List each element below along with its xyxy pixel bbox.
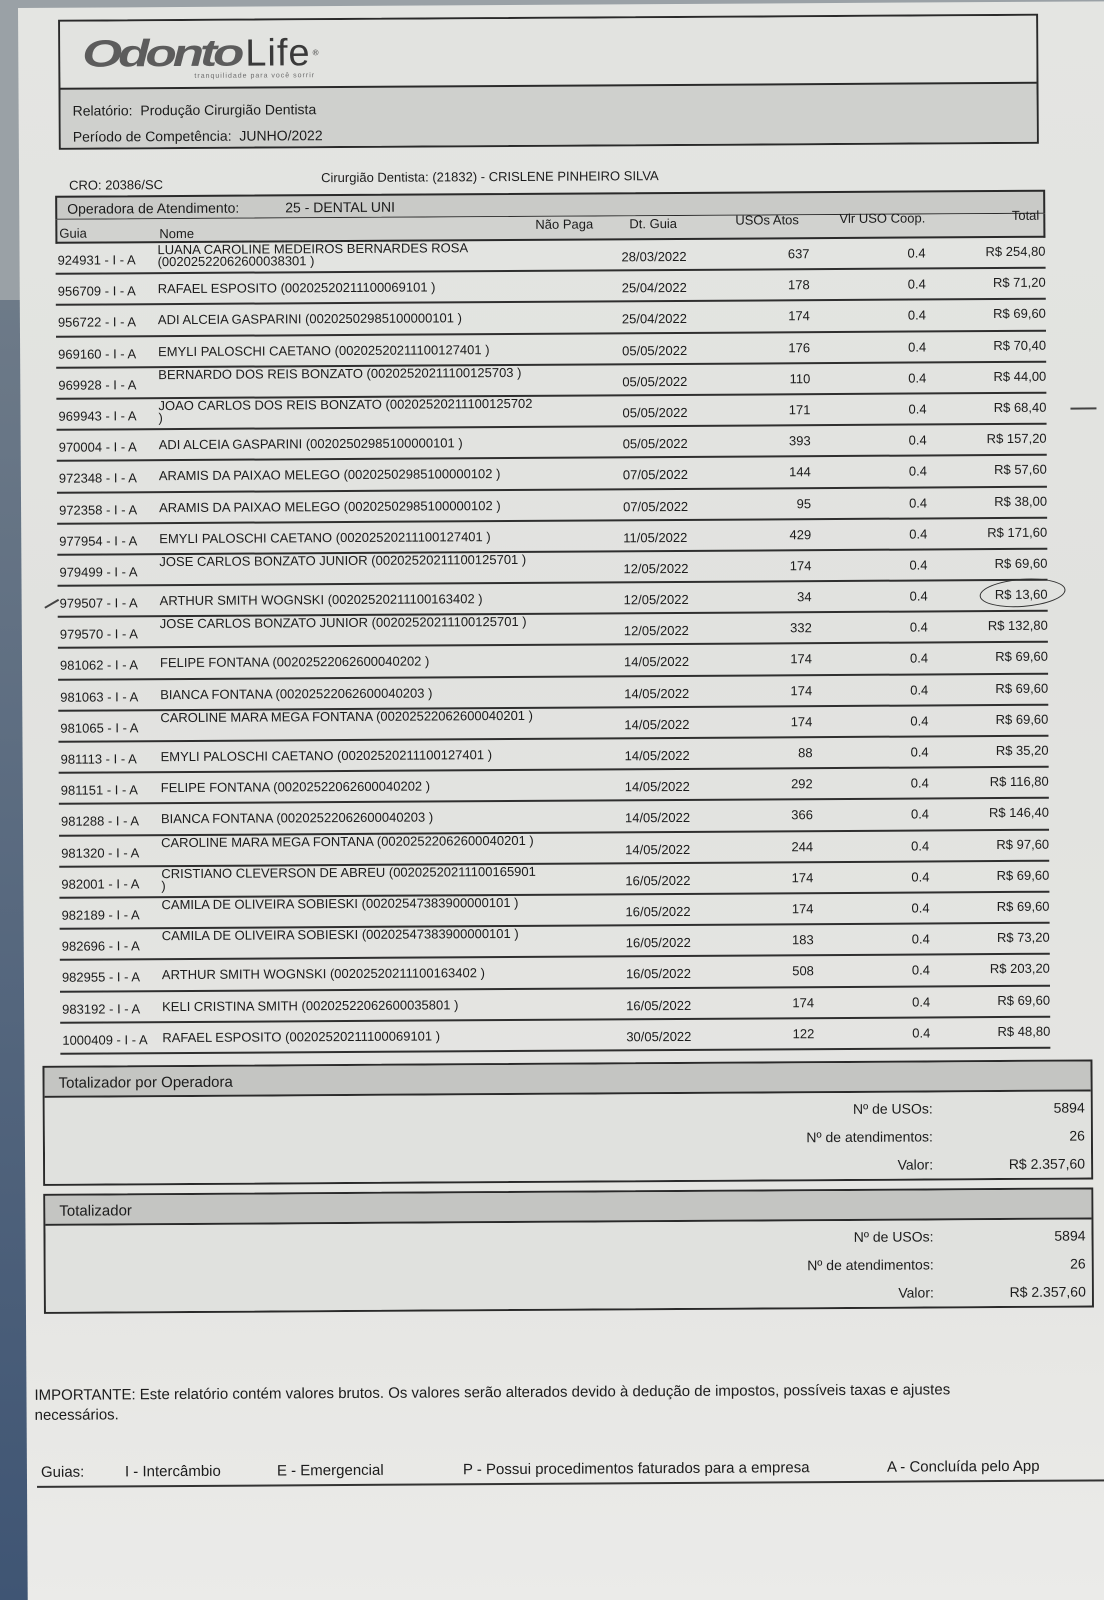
totalizer-overall-body	[45, 1219, 1092, 1311]
vlr-uso-coop-cell: 0.4	[910, 806, 930, 822]
nome-cell: BIANCA FONTANA (00202522062600040203 )	[160, 809, 434, 827]
nome-cell: LUANA CAROLINE MEDEIROS BERNARDES ROSA (00202522062600038301 )	[157, 240, 468, 270]
vlr-uso-coop-cell: 0.4	[908, 463, 927, 479]
legend-label: Guias:	[40, 1463, 85, 1481]
nome-cell: FELIPE FONTANA (00202522062600040202 )	[160, 778, 431, 796]
totalizer-overall-title: Totalizador	[45, 1189, 1091, 1225]
usos-atos-cell: 393	[788, 433, 811, 449]
dentist-name: Cirurgião Dentista: (21832) - CRISLENE PINHEIRO SILVA	[320, 168, 659, 186]
guia-cell: 969160 - I - A	[58, 345, 137, 362]
usos-atos-cell: 110	[789, 370, 811, 387]
usos-atos-cell: 366	[791, 807, 813, 823]
total-cell: R$ 13,60	[994, 586, 1048, 603]
column-header-dt-guia: Dt. Guia	[629, 215, 678, 232]
usos-atos-cell: 34	[797, 589, 812, 605]
total-cell: R$ 44,00	[993, 368, 1047, 384]
dt-guia-cell: 16/05/2022	[625, 903, 691, 920]
total-cell: R$ 69,60	[996, 867, 1050, 883]
dt-guia-cell: 30/05/2022	[626, 1028, 692, 1044]
column-header-usos-atos: USOs Atos	[735, 212, 799, 228]
nome-cell: BERNARDO DOS REIS BONZATO (00202520211100125703 )	[158, 364, 522, 382]
usos-atos-cell: 174	[790, 651, 813, 667]
dt-guia-cell: 14/05/2022	[624, 747, 690, 764]
report-value: Produção Cirurgião Dentista	[140, 101, 317, 119]
guia-cell: 981065 - I - A	[60, 720, 139, 736]
total-atendimentos-value: 26	[1069, 1127, 1085, 1144]
dt-guia-cell: 12/05/2022	[623, 591, 689, 608]
totalizer-overall	[43, 1187, 1094, 1313]
usos-atos-cell: 95	[796, 495, 812, 511]
handwritten-dash-mark	[1070, 407, 1096, 409]
vlr-uso-coop-cell: 0.4	[907, 245, 926, 261]
nome-cell: BIANCA FONTANA (00202522062600040203 )	[160, 685, 433, 702]
vlr-uso-coop-cell: 0.4	[912, 1025, 931, 1041]
column-header-guia: Guia	[59, 225, 87, 241]
guia-cell: 969943 - I - A	[58, 408, 137, 424]
total-cell: R$ 203,20	[989, 961, 1050, 977]
usos-atos-cell: 174	[790, 713, 813, 730]
guia-cell: 1000409 - I - A	[62, 1031, 148, 1048]
total-atendimentos-line	[691, 1127, 1091, 1149]
total-cell: R$ 69,60	[995, 680, 1049, 696]
dt-guia-cell: 16/05/2022	[625, 935, 691, 951]
total-cell: R$ 70,40	[993, 337, 1047, 353]
report-page	[18, 1, 1104, 1600]
dt-guia-cell: 16/05/2022	[625, 872, 691, 889]
guia-cell: 956709 - I - A	[57, 283, 136, 299]
dt-guia-cell: 14/05/2022	[625, 841, 691, 857]
odontolife-logo	[82, 32, 320, 80]
nome-cell: EMYLI PALOSCHI CAETANO (00202520211100127401 )	[158, 341, 490, 359]
dt-guia-cell: 28/03/2022	[621, 248, 687, 265]
important-notice: IMPORTANTE: Este relatório contém valores brutos. Os valores serão alterados devido à dedução de impostos, possíveis taxas e ajustes necessários.	[34, 1381, 951, 1424]
guia-cell: 969928 - I - A	[58, 377, 137, 393]
total-cell: R$ 69,60	[996, 898, 1050, 914]
total-cell: R$ 48,80	[997, 1023, 1051, 1039]
grand-valor-label: Valor:	[898, 1284, 934, 1301]
handwritten-tick-mark	[44, 599, 59, 608]
grand-atendimentos-line	[692, 1255, 1092, 1277]
operator-label: Operadora de Atendimento:	[67, 199, 240, 217]
report-info	[61, 84, 1037, 148]
guia-cell: 981063 - I - A	[60, 688, 139, 705]
dt-guia-cell: 14/05/2022	[624, 716, 690, 733]
total-usos-value: 5894	[1053, 1099, 1085, 1116]
vlr-uso-coop-cell: 0.4	[908, 494, 928, 511]
nome-cell: ARAMIS DA PAIXAO MELEGO (00202502985100000102 )	[158, 466, 501, 484]
total-cell: R$ 57,60	[994, 462, 1047, 478]
grand-usos-value: 5894	[1054, 1227, 1086, 1244]
nome-cell: CAROLINE MARA MEGA FONTANA (00202522062600040201 )	[160, 707, 534, 725]
report-label: Relatório:	[72, 102, 133, 119]
nome-cell: CAMILA DE OLIVEIRA SOBIESKI (00202547383900000101 )	[161, 926, 519, 944]
vlr-uso-coop-cell: 0.4	[911, 838, 930, 854]
column-header-total: Total	[1011, 207, 1040, 223]
vlr-uso-coop-cell: 0.4	[910, 682, 929, 698]
period-value: JUNHO/2022	[239, 127, 323, 144]
vlr-uso-coop-cell: 0.4	[909, 588, 928, 604]
grand-atendimentos-label: Nº de atendimentos:	[807, 1256, 934, 1274]
nome-cell: ARAMIS DA PAIXAO MELEGO (00202502985100000102 )	[159, 497, 501, 515]
total-cell: R$ 38,00	[994, 493, 1048, 509]
total-usos-label: Nº de USOs:	[852, 1100, 933, 1117]
period-label: Período de Competência:	[72, 127, 232, 145]
nome-cell: RAFAEL ESPOSITO (00202520211100069101 )	[157, 279, 436, 297]
nome-cell: JOSE CARLOS BONZATO JUNIOR (00202520211100125701 )	[159, 614, 527, 632]
column-header-nao-paga: Não Paga	[535, 216, 594, 232]
nome-cell: RAFAEL ESPOSITO (00202520211100069101 )	[162, 1028, 441, 1045]
total-cell: R$ 69,60	[994, 555, 1048, 571]
dt-guia-cell: 07/05/2022	[622, 467, 688, 483]
guia-cell: 956722 - I - A	[57, 314, 137, 331]
nome-cell: JOAO CARLOS DOS REIS BONZATO (00202520211100125702 )	[158, 395, 533, 426]
guia-cell: 982001 - I - A	[61, 876, 140, 892]
logo-main-text: Odonto	[82, 32, 241, 76]
totalizer-by-operator-title: Totalizador por Operadora	[44, 1061, 1090, 1097]
dt-guia-cell: 14/05/2022	[624, 685, 690, 701]
total-cell: R$ 73,20	[996, 929, 1050, 946]
guia-cell: 982955 - I - A	[61, 969, 141, 986]
nome-cell: CRISTIANO CLEVERSON DE ABREU (00202520211100165901 )	[161, 863, 536, 893]
nome-cell: EMYLI PALOSCHI CAETANO (00202520211100127401 )	[159, 528, 491, 546]
total-valor-label: Valor:	[897, 1156, 934, 1173]
report-header	[58, 14, 1039, 150]
totalizer-by-operator	[42, 1059, 1093, 1185]
usos-atos-cell: 508	[792, 963, 814, 979]
nome-cell: ARTHUR SMITH WOGNSKI (00202520211100163402 )	[161, 965, 485, 983]
guia-cell: 924931 - I - A	[57, 252, 136, 268]
usos-atos-cell: 429	[789, 526, 812, 542]
total-cell: R$ 146,40	[988, 805, 1049, 821]
logo-area	[60, 16, 1036, 90]
dentist-info	[69, 168, 1029, 193]
usos-atos-cell: 174	[788, 308, 810, 324]
total-valor-line	[691, 1155, 1091, 1177]
grand-usos-line	[691, 1227, 1091, 1249]
dt-guia-cell: 05/05/2022	[622, 436, 688, 452]
guia-cell: 979507 - I - A	[59, 595, 138, 611]
usos-atos-cell: 332	[790, 620, 812, 636]
dt-guia-cell: 05/05/2022	[622, 373, 688, 390]
dt-guia-cell: 16/05/2022	[625, 966, 692, 982]
vlr-uso-coop-cell: 0.4	[911, 931, 930, 947]
nome-cell: EMYLI PALOSCHI CAETANO (00202520211100127401 )	[160, 747, 493, 765]
dt-guia-cell: 11/05/2022	[623, 529, 688, 545]
table-body	[55, 238, 1050, 1055]
usos-atos-cell: 176	[788, 339, 811, 355]
totalizer-by-operator-body	[45, 1091, 1092, 1183]
legend-concluida-app: A - Concluída pelo App	[886, 1457, 1040, 1476]
guia-cell: 972348 - I - A	[58, 470, 137, 487]
usos-atos-cell: 174	[789, 558, 812, 574]
table-row	[60, 1017, 1050, 1054]
nome-cell: ADI ALCEIA GASPARINI (00202502985100000101 )	[158, 435, 463, 453]
cro-number: CRO: 20386/SC	[69, 177, 164, 193]
usos-atos-cell: 637	[787, 246, 810, 262]
total-cell: R$ 171,60	[987, 524, 1048, 540]
nome-cell: FELIPE FONTANA (00202522062600040202 )	[159, 653, 430, 671]
dt-guia-cell: 25/04/2022	[621, 311, 688, 327]
usos-atos-cell: 178	[787, 277, 810, 293]
total-valor-value: R$ 2.357,60	[1008, 1155, 1086, 1172]
guia-cell: 981062 - I - A	[59, 657, 139, 674]
nome-cell: CAMILA DE OLIVEIRA SOBIESKI (00202547383900000101 )	[161, 894, 519, 913]
vlr-uso-coop-cell: 0.4	[911, 900, 930, 916]
usos-atos-cell: 174	[791, 901, 814, 917]
total-cell: R$ 71,20	[992, 274, 1046, 291]
grand-valor-line	[692, 1283, 1092, 1305]
nome-cell: ARTHUR SMITH WOGNSKI (00202520211100163402 )	[159, 591, 483, 609]
guia-cell: 981113 - I - A	[60, 751, 137, 767]
dt-guia-cell: 05/05/2022	[622, 342, 688, 358]
usos-atos-cell: 171	[788, 402, 811, 418]
production-table	[55, 190, 1050, 1055]
guia-cell: 982189 - I - A	[61, 907, 140, 923]
column-header-vlr-uso-coop: Vlr USO Coop.	[839, 210, 926, 226]
usos-atos-cell: 244	[791, 838, 814, 854]
vlr-uso-coop-cell: 0.4	[907, 276, 926, 292]
nome-cell: CAROLINE MARA MEGA FONTANA (00202522062600040201 )	[161, 832, 534, 850]
usos-atos-cell: 183	[791, 932, 814, 948]
dt-guia-cell: 14/05/2022	[624, 810, 691, 826]
total-cell: R$ 97,60	[996, 836, 1050, 852]
logo-tagline: tranquilidade para você sorrir	[194, 72, 316, 80]
total-cell: R$ 157,20	[986, 430, 1047, 447]
vlr-uso-coop-cell: 0.4	[912, 993, 931, 1010]
usos-atos-cell: 144	[789, 464, 811, 480]
total-cell: R$ 69,60	[997, 992, 1051, 1008]
vlr-uso-coop-cell: 0.4	[911, 869, 930, 885]
logo-secondary-text	[245, 32, 320, 75]
dt-guia-cell: 12/05/2022	[623, 623, 689, 639]
vlr-uso-coop-cell: 0.4	[909, 619, 928, 635]
dt-guia-cell: 14/05/2022	[623, 654, 690, 670]
vlr-uso-coop-cell: 0.4	[909, 650, 929, 667]
total-cell: R$ 35,20	[995, 742, 1049, 759]
dt-guia-cell: 07/05/2022	[623, 498, 689, 514]
total-atendimentos-label: Nº de atendimentos:	[806, 1128, 933, 1146]
guias-legend	[37, 1451, 1104, 1488]
vlr-uso-coop-cell: 0.4	[910, 775, 929, 791]
legend-faturados-empresa: P - Possui procedimentos faturados para a empresa	[462, 1459, 810, 1479]
guia-cell: 979570 - I - A	[59, 626, 138, 643]
total-usos-line	[691, 1099, 1091, 1121]
usos-atos-cell: 292	[791, 776, 813, 792]
guia-cell: 972358 - I - A	[59, 501, 138, 518]
dt-guia-cell: 25/04/2022	[621, 280, 687, 296]
operator-value: 25 - DENTAL UNI	[285, 198, 395, 215]
guia-cell: 979499 - I - A	[59, 564, 138, 580]
usos-atos-cell: 174	[791, 869, 814, 886]
vlr-uso-coop-cell: 0.4	[908, 401, 927, 417]
guia-cell: 970004 - I - A	[58, 439, 137, 455]
nome-cell: ADI ALCEIA GASPARINI (00202502985100000101 )	[157, 310, 462, 328]
usos-atos-cell: 174	[790, 682, 813, 698]
guia-cell: 982696 - I - A	[61, 938, 140, 954]
nome-cell: KELI CRISTINA SMITH (00202522062600035801 )	[162, 996, 459, 1014]
vlr-uso-coop-cell: 0.4	[911, 962, 931, 978]
guia-cell: 983192 - I - A	[62, 1000, 141, 1017]
vlr-uso-coop-cell: 0.4	[907, 307, 927, 323]
nome-cell: JOSE CARLOS BONZATO JUNIOR (00202520211100125701 )	[159, 551, 527, 570]
usos-atos-cell: 88	[798, 745, 813, 761]
total-cell: R$ 116,80	[989, 773, 1049, 790]
guia-cell: 981288 - I - A	[60, 813, 140, 830]
legend-intercambio: I - Intercâmbio	[124, 1462, 221, 1481]
vlr-uso-coop-cell: 0.4	[908, 432, 927, 448]
total-cell: R$ 68,40	[993, 399, 1047, 415]
dt-guia-cell: 14/05/2022	[624, 779, 690, 795]
total-cell: R$ 132,80	[987, 617, 1048, 634]
grand-usos-label: Nº de USOs:	[853, 1228, 934, 1245]
vlr-uso-coop-cell: 0.4	[910, 744, 929, 760]
total-cell: R$ 254,80	[985, 243, 1046, 260]
usos-atos-cell: 122	[792, 1025, 815, 1041]
report-period	[73, 118, 1025, 150]
vlr-uso-coop-cell: 0.4	[909, 526, 928, 542]
logo-life: Life	[245, 32, 311, 75]
legend-emergencial: E - Emergencial	[276, 1461, 384, 1480]
grand-valor-value: R$ 2.357,60	[1009, 1283, 1086, 1300]
column-header-nome: Nome	[159, 225, 195, 242]
vlr-uso-coop-cell: 0.4	[908, 370, 927, 386]
guia-cell: 981320 - I - A	[61, 844, 140, 861]
dt-guia-cell: 05/05/2022	[622, 404, 688, 421]
vlr-uso-coop-cell: 0.4	[909, 557, 928, 573]
guia-cell: 981151 - I - A	[60, 782, 138, 798]
grand-atendimentos-value: 26	[1070, 1255, 1086, 1272]
guia-cell: 977954 - I - A	[59, 532, 138, 549]
total-cell: R$ 69,60	[995, 649, 1049, 665]
vlr-uso-coop-cell: 0.4	[908, 339, 927, 355]
total-cell: R$ 69,60	[993, 306, 1046, 322]
handwritten-circle-mark	[979, 576, 1067, 610]
vlr-uso-coop-cell: 0.4	[910, 713, 929, 729]
dt-guia-cell: 12/05/2022	[623, 560, 689, 577]
total-cell: R$ 69,60	[995, 711, 1049, 727]
registered-icon: ®	[312, 48, 320, 58]
dt-guia-cell: 16/05/2022	[626, 997, 692, 1013]
usos-atos-cell: 174	[792, 994, 815, 1010]
